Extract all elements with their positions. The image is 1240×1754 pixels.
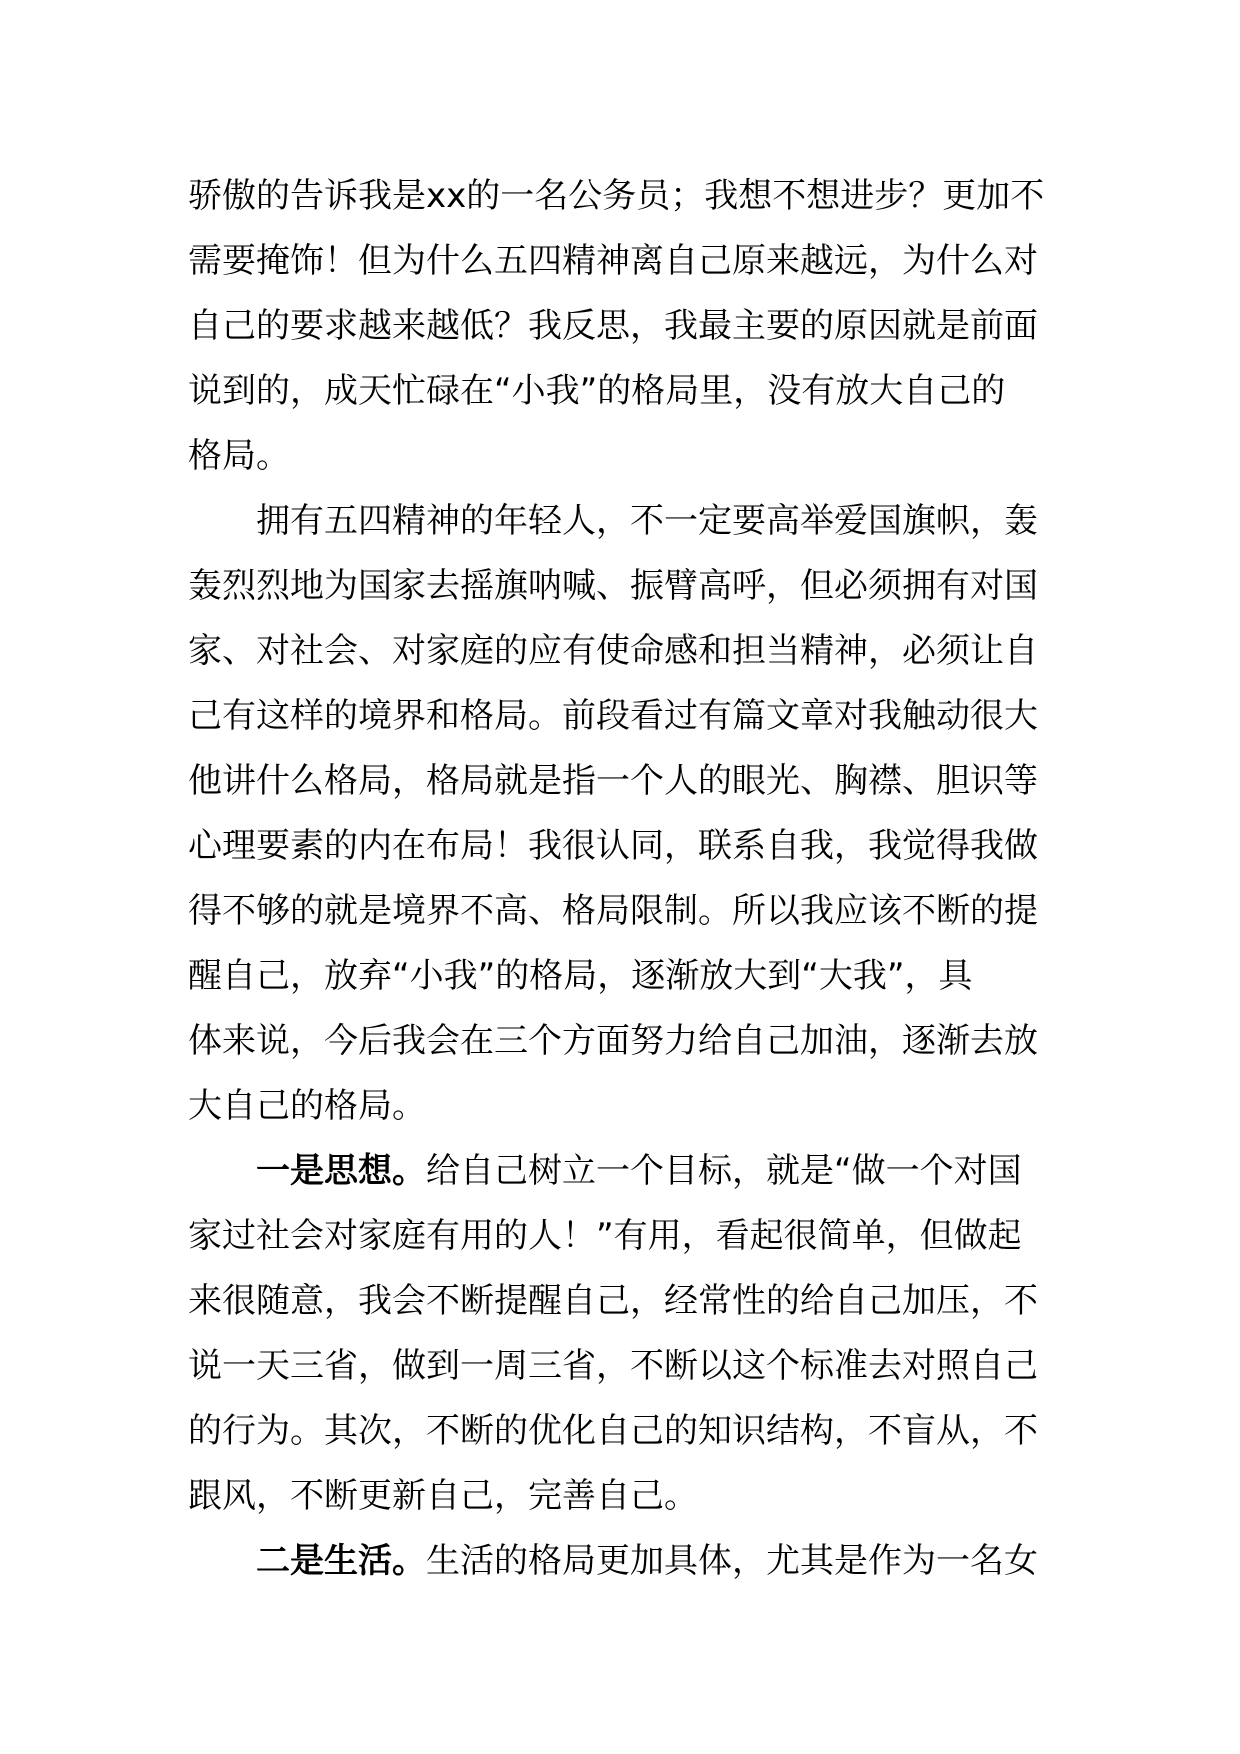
text-line [188, 1139, 1058, 1204]
text-line: 说一天三省，做到一周三省，不断以这个标准去对照自己 [188, 1346, 1038, 1386]
text-line: 的行为。其次，不断的优化自己的知识结构，不盲从，不 [188, 1411, 1038, 1451]
text-segment: 生活的格局更加具体，尤其是作为一名女 [426, 1541, 1038, 1581]
text-line: 心理要素的内在布局！我很认同，联系自我，我觉得我做 [188, 826, 1038, 866]
section-heading: 二是生活。 [256, 1541, 426, 1581]
text-line: 需要掩饰！但为什么五四精神离自己原来越远，为什么对 [188, 241, 1038, 281]
text-line: 骄傲的告诉我是xx的一名公务员；我想不想进步？更加不 [188, 176, 1045, 216]
text-line: 自己的要求越来越低？我反思，我最主要的原因就是前面 [188, 306, 1038, 346]
text-line: 格局。 [188, 436, 290, 476]
text-line: 己有这样的境界和格局。前段看过有篇文章对我触动很大 [188, 696, 1038, 736]
text-line: 家、对社会、对家庭的应有使命感和担当精神，必须让自 [188, 631, 1038, 671]
text-segment: 给自己树立一个目标，就是“做一个对国 [426, 1151, 1022, 1191]
text-line: 跟风，不断更新自己，完善自己。 [188, 1476, 698, 1516]
text-line: 家过社会对家庭有用的人！”有用，看起很简单，但做起 [188, 1216, 1022, 1256]
text-line: 他讲什么格局，格局就是指一个人的眼光、胸襟、胆识等 [188, 761, 1038, 801]
document-body [188, 164, 1058, 1594]
text-line: 大自己的格局。 [188, 1086, 426, 1126]
text-line: 拥有五四精神的年轻人，不一定要高举爱国旗帜，轰 [256, 501, 1038, 541]
section-heading: 一是思想。 [256, 1151, 426, 1191]
text-line [188, 1529, 1058, 1594]
text-line: 醒自己，放弃“小我”的格局，逐渐放大到“大我”，具 [188, 956, 973, 996]
text-line: 说到的，成天忙碌在“小我”的格局里，没有放大自己的 [188, 371, 1006, 411]
text-line: 来很随意，我会不断提醒自己，经常性的给自己加压，不 [188, 1281, 1038, 1321]
text-line: 得不够的就是境界不高、格局限制。所以我应该不断的提 [188, 891, 1038, 931]
text-line: 轰烈烈地为国家去摇旗呐喊、振臂高呼，但必须拥有对国 [188, 566, 1038, 606]
text-line: 体来说，今后我会在三个方面努力给自己加油，逐渐去放 [188, 1021, 1038, 1061]
